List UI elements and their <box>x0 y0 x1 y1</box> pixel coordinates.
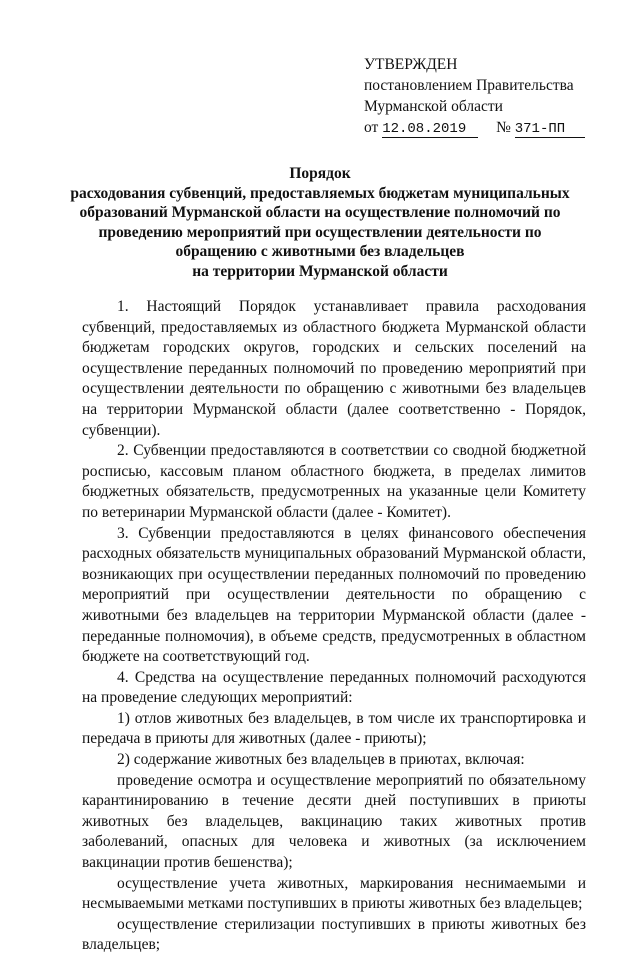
approval-date: 12.08.2019 <box>382 122 478 138</box>
paragraph-4: 4. Средства на осуществление переданных полномочий расходуются на проведение следующих мероприятий: <box>82 668 586 707</box>
approval-line-2: Мурманской области <box>364 98 503 115</box>
sub-item-quarantine: проведение осмотра и осуществление мероприятий по обязательному карантинированию в течение десяти дней поступивших в приюты животных без владельцев, вакцинацию таких животных против заболеваний, опасных для человека и животных (за исключением вакцинации против бешенства); <box>82 771 586 872</box>
paragraph-1: 1. Настоящий Порядок устанавливает правила расходования субвенций, предоставляемых из областного бюджета Мурманской области бюджетам городских округов, городских и сельских поселений на осуществление переданных полномочий по проведению мероприятий при осуществлении деятельности по обращению с животными без владельцев на территории Мурманской области (далее соответственно - Порядок, субвенции). <box>82 298 586 439</box>
list-item-1: 1) отлов животных без владельцев, в том числе их транспортировка и передача в приюты для животных (далее - приюты); <box>82 709 586 748</box>
title-line: проведению мероприятий при осуществлении деятельности по <box>98 223 542 241</box>
approval-number: 371-ПП <box>515 122 585 138</box>
date-prefix: от <box>364 119 379 136</box>
approval-title: УТВЕРЖДЕН <box>364 56 458 73</box>
title-line: Порядок <box>289 165 351 182</box>
paragraph-3: 3. Субвенции предоставляются в целях финансового обеспечения расходных обязательств муниципальных образований Мурманской области, возникающих при осуществлении переданных полномочий по проведению мероприятий при осуществлении деятельности по обращению с животными без владельцев на территории Мурманской области (далее - переданные полномочия), в объеме средств, предусмотренных в областном бюджете на соответствующий год. <box>82 524 586 666</box>
document-body <box>82 297 586 956</box>
approval-stamp <box>364 54 624 138</box>
list-item-2: 2) содержание животных без владельцев в приютах, включая: <box>117 751 525 769</box>
approval-line-1: постановлением Правительства <box>364 77 574 94</box>
title-line: расходования субвенций, предоставляемых бюджетам муниципальных <box>70 184 570 202</box>
title-line: образований Мурманской области на осуществление полномочий по <box>79 204 561 221</box>
paragraph-2: 2. Субвенции предоставляются в соответствии со сводной бюджетной росписью, кассовым планом областного бюджета, в пределах лимитов бюджетных обязательств, предусмотренных на указанные цели Комитету по ветеринарии Мурманской области (далее - Комитет). <box>82 442 586 521</box>
sub-item-sterilization: осуществление стерилизации поступивших в приюты животных без владельцев; <box>82 915 586 954</box>
approval-date-row <box>364 117 624 138</box>
sub-item-marking: осуществление учета животных, маркирования неснимаемыми и несмываемыми метками поступивших в приюты животных без владельцев; <box>82 874 586 913</box>
document-title <box>40 164 600 281</box>
number-prefix: № <box>496 119 511 136</box>
title-line: на территории Мурманской области <box>192 262 448 280</box>
title-line: обращению с животными без владельцев <box>175 243 465 260</box>
